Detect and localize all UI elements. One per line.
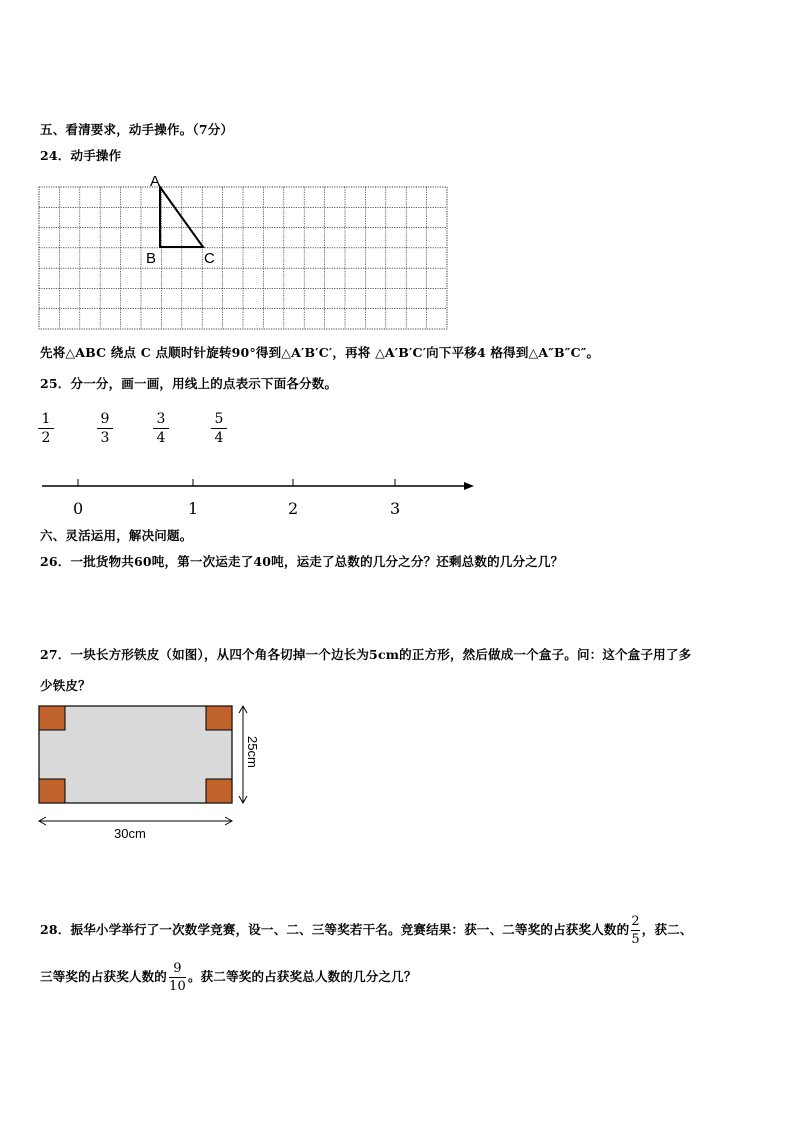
- q26-text: 26．一批货物共60吨，第一次运走了40吨，运走了总数的几分之分？还剩总数的几分之几？: [40, 554, 564, 569]
- grid-lines: [39, 187, 447, 329]
- q28-line2: 三等奖的占获奖人数的 $\frac{9}{10}$ 。获二等奖的占获奖总人数的几分之几？: [40, 961, 417, 994]
- arrow-head: [464, 482, 474, 490]
- q24-grid: [36, 170, 452, 332]
- corner-square-tr: [206, 706, 232, 730]
- q28-fraction-2-5: $\frac{2}{5}$: [631, 914, 640, 947]
- section6-title: 六、灵活运用，解决问题。: [40, 528, 193, 543]
- q28-fraction-9-10: $\frac{9}{10}$: [169, 961, 186, 994]
- label-b: B: [146, 250, 157, 267]
- q24-title: 24．动手操作: [40, 148, 122, 163]
- q28-line1: 28．振华小学举行了一次数学竞赛，设一、二、三等奖若干名。竞赛结果：获一、二等奖的占获奖人数的 $\frac{2}{5}$ ，获二、: [40, 914, 693, 947]
- width-label: 30cm: [114, 826, 146, 841]
- q27-diagram: [34, 700, 264, 846]
- label-c: C: [204, 250, 215, 267]
- q25-title: 25．分一分，画一画，用线上的点表示下面各分数。: [40, 376, 338, 391]
- label-a: A: [150, 173, 161, 190]
- tick-label-3: 3: [390, 499, 401, 518]
- q27-line2: 少铁皮？: [40, 678, 91, 693]
- fraction-1-2: 1 2: [38, 412, 54, 445]
- fraction-3-4: 3 4: [153, 412, 169, 445]
- q27-line1: 27．一块长方形铁皮（如图），从四个角各切掉一个边长为5cm的正方形，然后做成一个盒子。问：这个盒子用了多: [40, 647, 692, 662]
- height-label: 25cm: [245, 736, 260, 768]
- metal-sheet: [39, 706, 232, 803]
- number-line: [40, 476, 480, 496]
- corner-square-bl: [39, 779, 65, 803]
- fraction-5-4: 5 4: [211, 412, 227, 445]
- corner-square-tl: [39, 706, 65, 730]
- tick-label-0: 0: [73, 499, 84, 518]
- corner-square-br: [206, 779, 232, 803]
- fraction-9-3: 9 3: [97, 412, 113, 445]
- tick-label-1: 1: [188, 499, 199, 518]
- section5-title: 五、看清要求，动手操作。（7分）: [40, 122, 234, 137]
- q24-instruction: 先将△ABC 绕点 C 点顺时针旋转90°得到△A′B′C′，再将 △A′B′C′向下平移4 格得到△A″B″C″。: [40, 345, 600, 360]
- tick-label-2: 2: [288, 499, 299, 518]
